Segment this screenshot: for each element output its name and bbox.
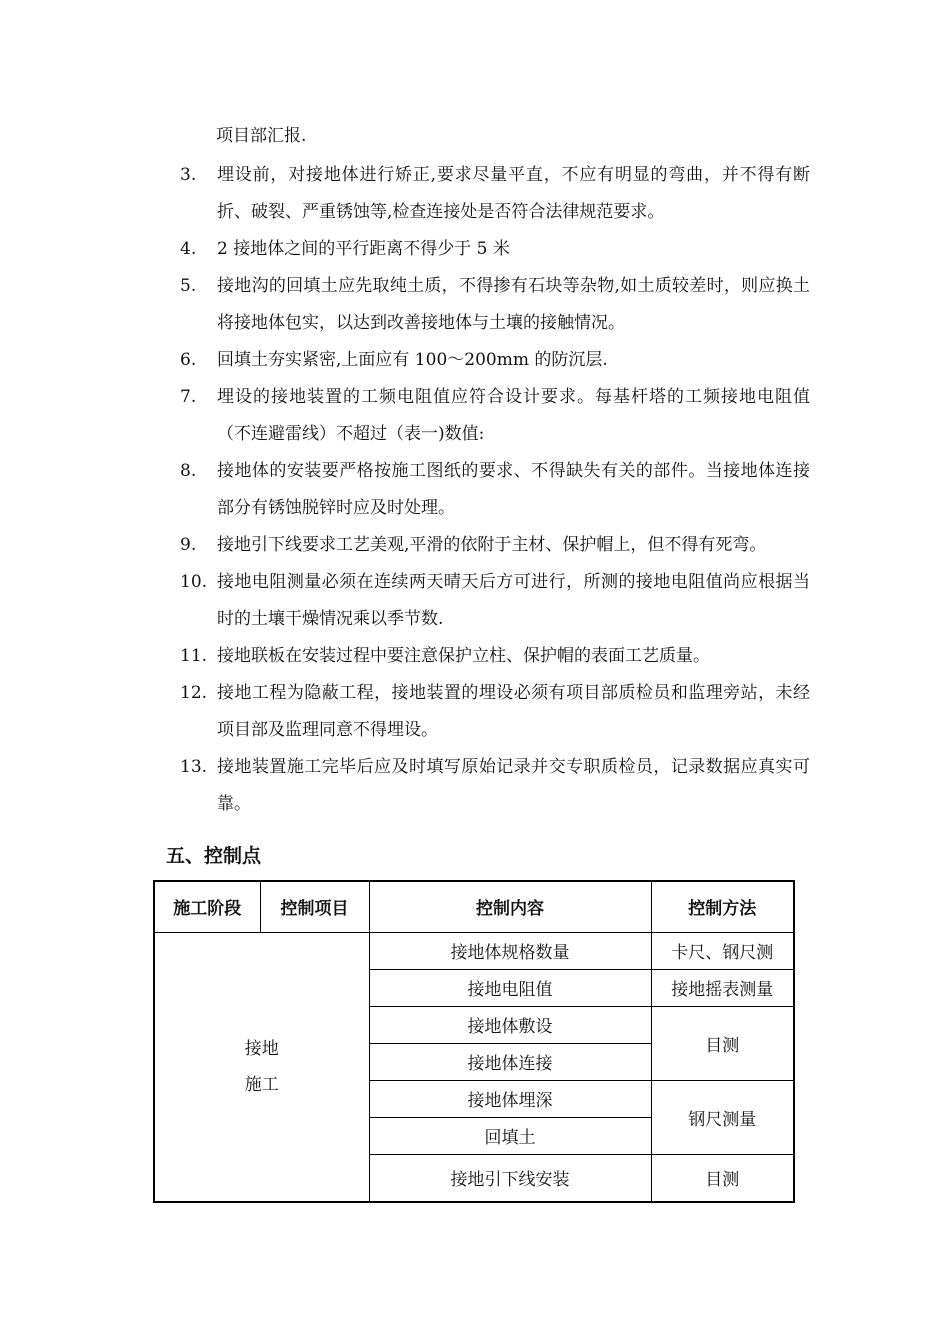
list-item-number: 10.	[180, 572, 208, 592]
list-item	[180, 453, 810, 527]
list-item-number: 6.	[180, 350, 197, 370]
method-cell: 目测	[651, 1154, 794, 1202]
stage-line: 接地	[244, 1038, 279, 1059]
list-item-text: 接地装置施工完毕后应及时填写原始记录并交专职质检员，记录数据应真实可靠。	[217, 757, 810, 814]
list-item	[180, 527, 810, 564]
list-item-number: 11.	[180, 646, 208, 666]
list-item-text: 接地引下线要求工艺美观,平滑的依附于主材、保护帽上，但不得有死弯。	[217, 535, 767, 555]
content-cell: 接地体规格数量	[369, 932, 651, 969]
list-item	[180, 564, 810, 638]
method-cell: 接地摇表测量	[651, 969, 794, 1006]
list-item-text: 埋设前，对接地体进行矫正,要求尽量平直，不应有明显的弯曲，并不得有断折、破裂、严重锈蚀等,检查连接处是否符合法律规范要求。	[217, 165, 810, 222]
content-cell: 接地体连接	[369, 1043, 651, 1080]
list-item	[180, 379, 810, 453]
list-item-number: 4.	[180, 239, 197, 259]
list-item-text: 接地联板在安装过程中要注意保护立柱、保护帽的表面工艺质量。	[217, 646, 710, 666]
continuation-text: 项目部汇报.	[216, 126, 307, 146]
numbered-list	[180, 157, 810, 823]
content-cell: 接地引下线安装	[369, 1154, 651, 1202]
list-item	[180, 749, 810, 823]
list-item-text: 接地工程为隐蔽工程，接地装置的埋设必须有项目部质检员和监理旁站，未经项目部及监理同意不得埋设。	[217, 683, 810, 740]
method-cell: 目测	[651, 1006, 794, 1080]
content-cell: 接地电阻值	[369, 969, 651, 1006]
header-cell: 控制方法	[651, 881, 794, 932]
table-row	[154, 932, 794, 969]
stage-line: 施工	[244, 1074, 279, 1095]
list-item-number: 12.	[180, 683, 208, 703]
list-item	[180, 675, 810, 749]
method-cell: 钢尺测量	[651, 1080, 794, 1154]
list-item-text: 接地电阻测量必须在连续两天晴天后方可进行，所测的接地电阻值尚应根据当时的土壤干燥情况乘以季节数.	[217, 572, 810, 629]
list-item-number: 13.	[180, 757, 208, 777]
stage-cell	[154, 932, 369, 1202]
content-cell: 接地体敷设	[369, 1006, 651, 1043]
list-item-text: 2 接地体之间的平行距离不得少于 5 米	[217, 239, 510, 259]
header-cell: 施工阶段	[154, 881, 260, 932]
list-item	[180, 231, 810, 268]
header-cell: 控制项目	[260, 881, 369, 932]
list-item-number: 7.	[180, 387, 197, 407]
list-item-number: 8.	[180, 461, 197, 481]
control-point-table	[153, 880, 795, 1203]
list-item-text: 接地沟的回填土应先取纯土质，不得掺有石块等杂物,如土质较差时，则应换土将接地体包实，以达到改善接地体与土壤的接触情况。	[217, 276, 810, 333]
table-header-row	[154, 881, 794, 932]
header-cell: 控制内容	[369, 881, 651, 932]
list-item	[180, 342, 810, 379]
list-item-number: 9.	[180, 535, 197, 555]
content-cell: 接地体埋深	[369, 1080, 651, 1117]
list-item-text: 埋设的接地装置的工频电阻值应符合设计要求。每基杆塔的工频接地电阻值（不连避雷线）不超过（表一)数值:	[217, 387, 810, 444]
list-item	[180, 268, 810, 342]
section-heading: 五、控制点	[166, 845, 262, 867]
list-item-text: 回填土夯实紧密,上面应有 100～200mm 的防沉层.	[217, 350, 608, 370]
list-item	[180, 157, 810, 231]
method-cell: 卡尺、钢尺测	[651, 932, 794, 969]
list-item-text: 接地体的安装要严格按施工图纸的要求、不得缺失有关的部件。当接地体连接部分有锈蚀脱锌时应及时处理。	[217, 461, 810, 518]
list-item	[180, 638, 810, 675]
list-item-number: 3.	[180, 165, 197, 185]
content-cell: 回填土	[369, 1117, 651, 1154]
list-item-number: 5.	[180, 276, 197, 296]
